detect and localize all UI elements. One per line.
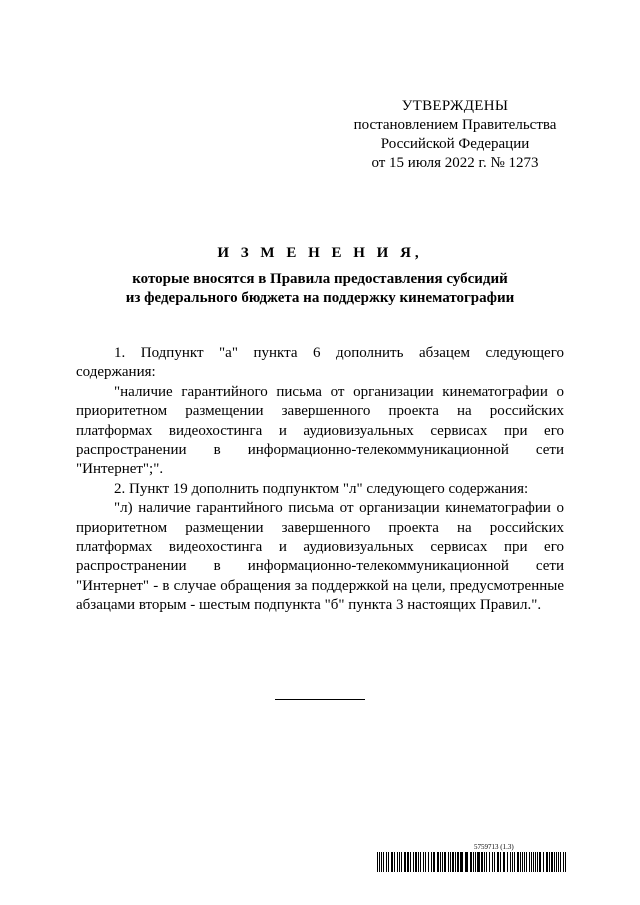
barcode-bar [452,852,454,872]
barcode-bar [554,852,555,872]
barcode-bar [546,852,548,872]
barcode-bar [391,852,393,872]
barcode-bar [514,852,515,872]
barcode-bar [510,852,511,872]
barcode-bar [475,852,476,872]
barcode-bar [431,852,432,872]
paragraph-item-2: 2. Пункт 19 дополнить подпунктом "л" следующего содержания: [114,480,529,497]
barcode-bar [397,852,398,872]
barcode-bar [481,852,483,872]
approval-line-1: постановлением Правительства [353,117,557,133]
barcode-bar [524,852,525,872]
barcode-bar [473,852,474,872]
barcode-bar [497,852,499,872]
barcode-bar [444,852,446,872]
barcode-bar [448,852,449,872]
barcode-bar [556,852,557,872]
barcode-bar [549,852,550,872]
barcode-bar [377,852,378,872]
barcode-bar [526,852,527,872]
barcode-bar [503,852,505,872]
barcode-bar [440,852,441,872]
barcode-bar [455,852,456,872]
barcode-bar [388,852,389,872]
barcode-bar [529,852,530,872]
barcode-bar [437,852,439,872]
barcode-bar [442,852,443,872]
barcode-bar [533,852,534,872]
barcode-bar [418,852,419,872]
barcode-bar [512,852,513,872]
approval-stamp [330,97,580,173]
approval-title: УТВЕРЖДЕНЫ [401,98,509,114]
barcode-bar [401,852,402,872]
barcode-bar [399,852,400,872]
barcode-bar [558,852,559,872]
barcode-bar [428,852,429,872]
barcode-bar [551,852,553,872]
barcode-bar [500,852,501,872]
barcode-bar [394,852,395,872]
barcode-bar [520,852,521,872]
approval-line-2: Российской Федерации [380,136,530,152]
barcode-bar [492,852,493,872]
barcode-bar [383,852,384,872]
document-title: И З М Е Н Е Н И Я, [217,245,423,261]
paragraph-item-2-quote: "л) наличие гарантийного письма от организации кинематографии о приоритетном размещении завершенного проекта на российских платформах видеохостинга и аудиовизуальных сервисах при его распространении в информационно-телекоммуникационной сети "Интернет" - в случае обращения за поддержкой на цели, предусмотренные абзацами вторым - шестым подпункта "б" пункта 3 настоящих Правил.". [76,500,564,614]
barcode-bar [450,852,451,872]
barcode-bar [539,852,541,872]
subtitle-line-2: из федерального бюджета на поддержку кинематографии [125,290,515,306]
barcode-bar [470,852,472,872]
paragraph-item-1: 1. Подпункт "а" пункта 6 дополнить абзацем следующего содержания: [76,345,564,381]
document-subtitle [80,270,560,308]
barcode-bar [465,852,468,872]
barcode-bar [489,852,490,872]
paragraph-item-1-quote: "наличие гарантийного письма от организации кинематографии о приоритетном размещении завершенного проекта на российских платформах видеохостинга и аудиовизуальных сервисах при его распространении в информационно-телекоммуникационной сети "Интернет";". [76,383,564,478]
barcode-bar [433,852,435,872]
barcode-bar [425,852,426,872]
barcode-bar [477,852,480,872]
barcode-bar [379,852,380,872]
barcode-bar [423,852,424,872]
barcode-icon [377,852,566,872]
barcode-bar [410,852,411,872]
barcode-bar [460,852,463,872]
subtitle-line-1: которые вносятся в Правила предоставления субсидий [132,271,508,287]
barcode-bar [484,852,485,872]
barcode-bar [457,852,459,872]
barcode-bar [494,852,495,872]
barcode-bar [517,852,519,872]
barcode-bar [386,852,387,872]
end-divider [275,699,365,700]
barcode-bar [486,852,487,872]
barcode-bar [413,852,414,872]
barcode-bar [543,852,544,872]
barcode-bar [404,852,406,872]
approval-line-3: от 15 июля 2022 г. № 1273 [371,155,539,171]
barcode-bar [531,852,532,872]
barcode-bar [415,852,417,872]
barcode-bar [407,852,409,872]
barcode-bar [537,852,538,872]
barcode-bar [507,852,508,872]
document-code: 5759713 (1.3) [474,843,514,851]
document-body [76,344,564,616]
barcode-bar [420,852,421,872]
barcode-bar [560,852,561,872]
barcode-bar [381,852,382,872]
barcode-bar [563,852,564,872]
barcode-bar [565,852,566,872]
barcode-bar [535,852,536,872]
barcode-bar [522,852,523,872]
